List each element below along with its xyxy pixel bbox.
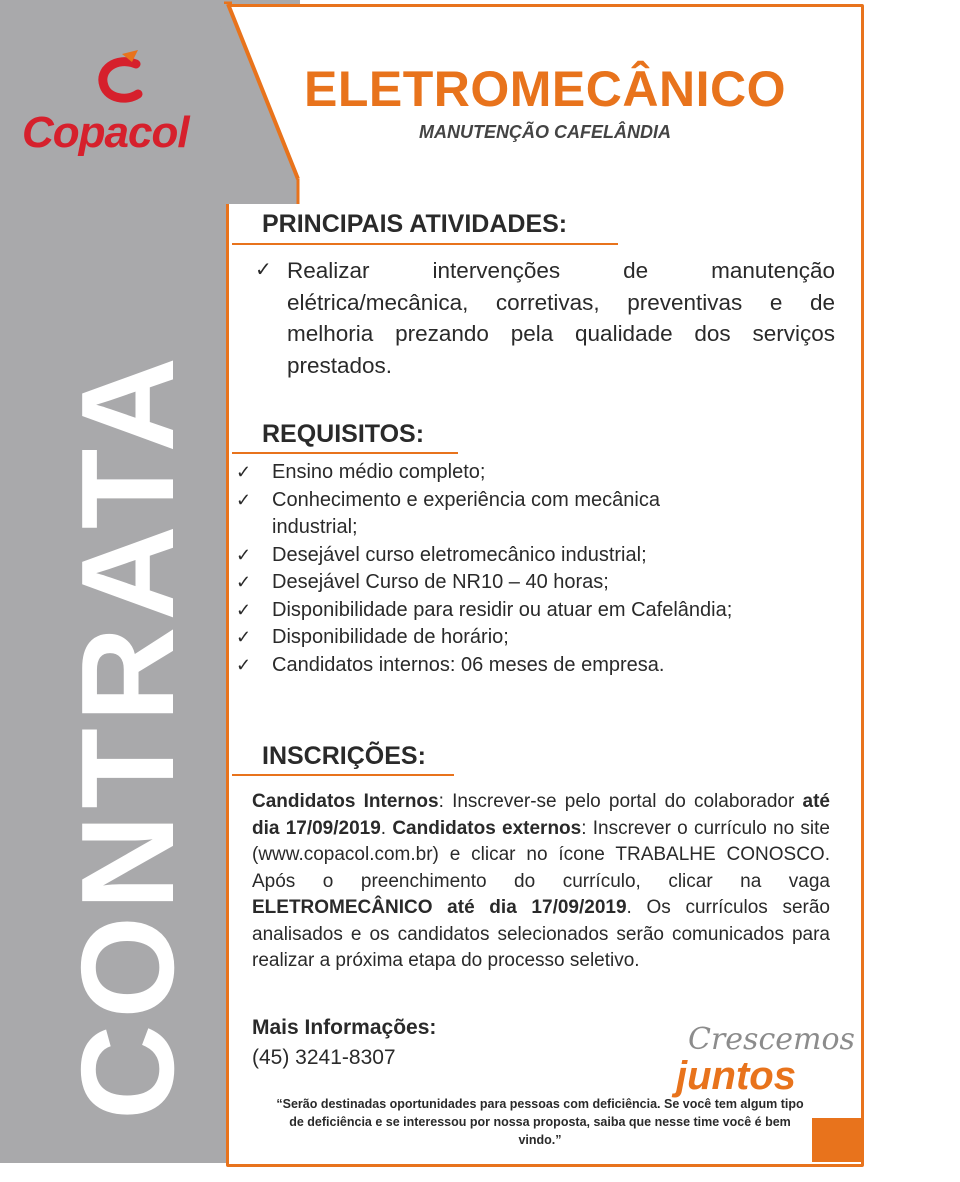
requirements-heading: REQUISITOS:	[262, 420, 425, 448]
checkmark-icon: ✓	[236, 489, 252, 510]
requirements-list	[236, 459, 826, 679]
list-item: ✓ Disponibilidade para residir ou atuar em Cafelândia;	[236, 597, 826, 625]
checkmark-icon: ✓	[236, 572, 252, 592]
checkmark-icon: ✓	[236, 599, 252, 620]
contact-phone: (45) 3241-8307	[252, 1046, 396, 1069]
job-title: ELETROMECÂNICO	[304, 61, 786, 117]
checkmark-icon: ✓	[236, 654, 252, 675]
requirements-underline	[232, 452, 458, 454]
contrata-vertical-text: CONTRATA	[54, 351, 201, 1120]
job-subtitle: MANUTENÇÃO CAFELÂNDIA	[419, 122, 671, 142]
list-item	[255, 255, 835, 381]
checkmark-icon: ✓	[255, 259, 272, 281]
logo-wordmark: Copacol	[22, 108, 189, 157]
registration-underline	[232, 774, 454, 776]
list-item: ✓ Desejável Curso de NR10 – 40 horas;	[236, 569, 826, 597]
activities-list	[255, 255, 835, 381]
slogan-logo	[676, 1022, 855, 1102]
copacol-logo	[22, 50, 222, 160]
logo-swoosh-icon	[92, 50, 152, 106]
slogan-top: Crescemos	[688, 1022, 855, 1057]
checkmark-icon: ✓	[236, 627, 252, 647]
activity-text: Realizar intervenções de manutenção elétrica/mecânica, corretivas, preventivas e de melhoria prezando pela qualidade dos serviços prestados.	[287, 258, 835, 378]
list-item: ✓ Conhecimento e experiência com mecânica industrial;	[236, 487, 826, 542]
contact-heading: Mais Informações:	[252, 1016, 437, 1039]
registration-heading: INSCRIÇÕES:	[262, 742, 426, 770]
activities-heading: PRINCIPAIS ATIVIDADES:	[262, 210, 568, 238]
checkmark-icon: ✓	[236, 544, 252, 565]
slogan-bottom: juntos	[676, 1054, 796, 1098]
inclusion-disclaimer: “Serão destinadas oportunidades para pessoas com deficiência. Se você tem algum tipo de deficiência e se interessou por nossa proposta, saiba que nesse time você é bem vindo.”	[276, 1097, 804, 1147]
list-item: ✓ Desejável curso eletromecânico industrial;	[236, 542, 826, 570]
list-item: ✓ Candidatos internos: 06 meses de empresa.	[236, 652, 826, 680]
list-item: ✓ Ensino médio completo;	[236, 459, 826, 487]
list-item: ✓ Disponibilidade de horário;	[236, 624, 826, 652]
checkmark-icon: ✓	[236, 462, 252, 482]
activities-underline	[232, 243, 618, 245]
orange-corner-block	[812, 1118, 862, 1162]
registration-text: Candidatos Internos: Inscrever-se pelo portal do colaborador até dia 17/09/2019. Candidatos externos: Inscrever o currículo no site (www.copacol.com.br) e clicar no ícone TRABALHE CONOSCO. Após o preenchimento do currículo, clicar na vaga ELETROMECÂNICO até dia 17/09/2019. Os currículos serão analisados e os candidatos selecionados serão comunicados para realizar a próxima etapa do processo seletivo.	[252, 791, 830, 971]
